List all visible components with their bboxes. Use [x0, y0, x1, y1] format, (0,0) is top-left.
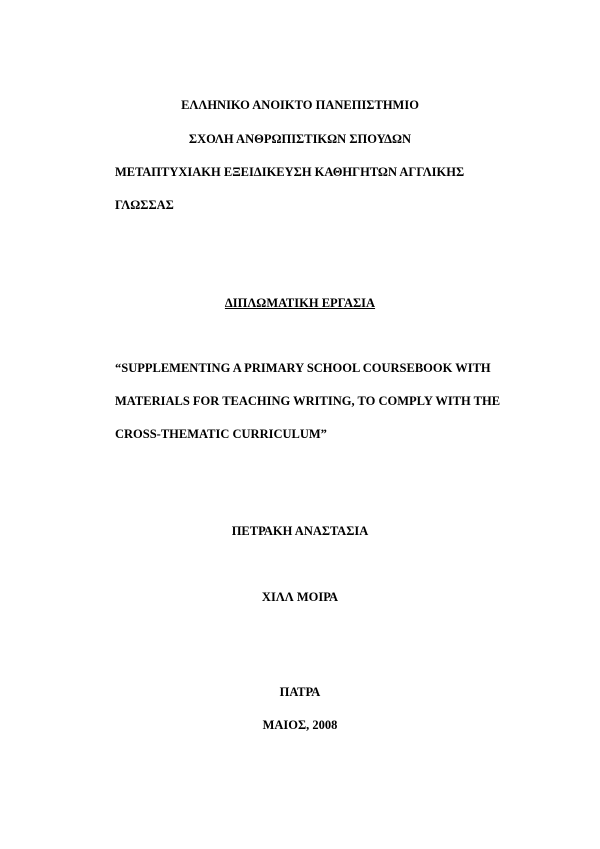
- place: ΠΑΤΡΑ: [279, 685, 321, 699]
- program-name-line1: ΜΕΤΑΠΤΥΧΙΑΚΗ ΕΞΕΙΔΙΚΕΥΣΗ ΚΑΘΗΓΗΤΩΝ ΑΓΓΛΙΚΗΣ: [115, 165, 465, 179]
- thesis-type: ΔΙΠΛΩΜΑΤΙΚΗ ΕΡΓΑΣΙΑ: [224, 296, 376, 310]
- supervisor-name: ΧΙΛΛ ΜΟΙΡΑ: [261, 590, 339, 604]
- thesis-title-line1: “SUPPLEMENTING A PRIMARY SCHOOL COURSEBOOK WITH: [115, 361, 491, 375]
- thesis-title-line2: MATERIALS FOR TEACHING WRITING, TO COMPLY WITH THE: [115, 394, 501, 408]
- author-name: ΠΕΤΡΑΚΗ ΑΝΑΣΤΑΣΙΑ: [231, 524, 369, 538]
- university-name: ΕΛΛΗΝΙΚΟ ΑΝΟΙΚΤΟ ΠΑΝΕΠΙΣΤΗΜΙΟ: [181, 98, 419, 112]
- program-name-line2: ΓΛΩΣΣΑΣ: [115, 198, 174, 212]
- school-name: ΣΧΟΛΗ ΑΝΘΡΩΠΙΣΤΙΚΩΝ ΣΠΟΥΔΩΝ: [188, 132, 412, 146]
- date: ΜΑΙΟΣ, 2008: [262, 718, 338, 732]
- thesis-title-line3: CROSS-THEMATIC CURRICULUM”: [115, 427, 327, 441]
